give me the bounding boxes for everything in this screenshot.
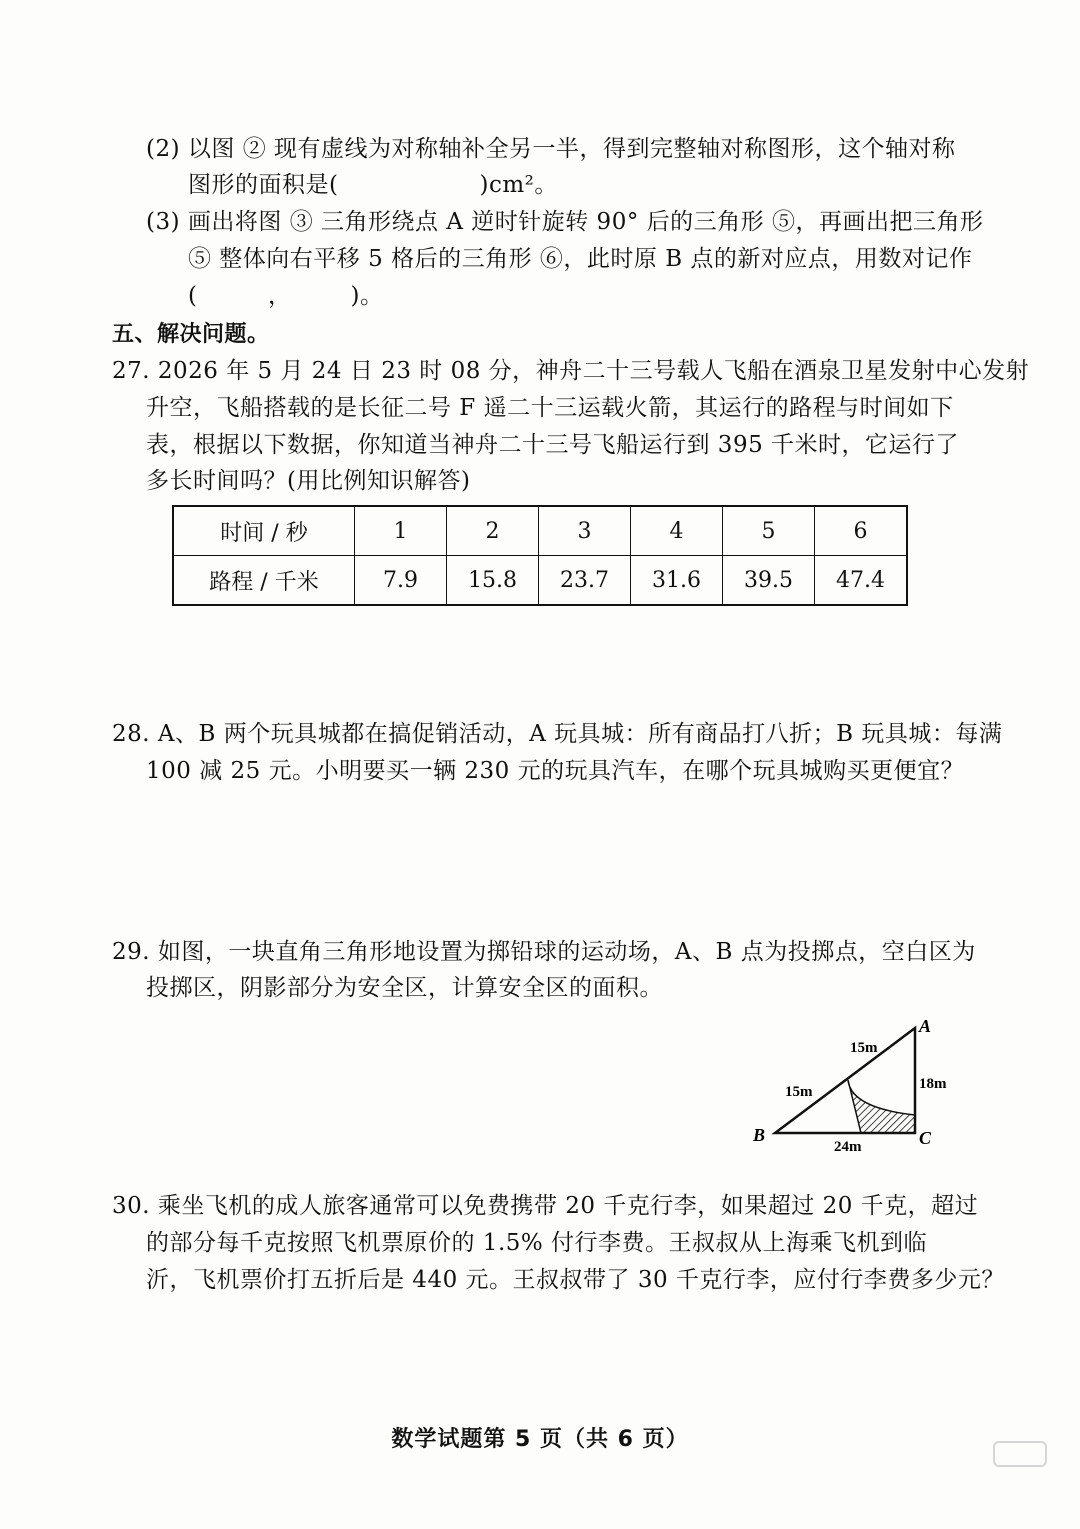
- time-distance-table: [172, 505, 908, 606]
- q26-part3-line3: ( ， )。: [188, 283, 384, 309]
- q28-line2: 100 减 25 元。小明要买一辆 230 元的玩具汽车，在哪个玩具城购买更便宜？: [146, 758, 965, 784]
- table-cell: 4: [631, 506, 723, 556]
- q29-line1: 29. 如图，一块直角三角形地设置为掷铅球的运动场，A、B 点为投掷点，空白区为: [112, 939, 976, 965]
- table-row: [173, 506, 907, 556]
- table-cell: 47.4: [815, 556, 908, 606]
- q26-part2-line2: 图形的面积是( )cm²。: [188, 172, 558, 198]
- q30-line3: 沂，飞机票价打五折后是 440 元。王叔叔带了 30 千克行李，应付行李费多少元？: [146, 1267, 1005, 1293]
- table-cell: 5: [723, 506, 815, 556]
- table-cell: 23.7: [539, 556, 631, 606]
- table-cell: 6: [815, 506, 908, 556]
- q27-line4: 多长时间吗？(用比例知识解答): [146, 468, 471, 494]
- q28-line1: 28. A、B 两个玩具城都在搞促销活动，A 玩具城：所有商品打八折；B 玩具城：每满: [112, 721, 1003, 747]
- table-cell: 3: [539, 506, 631, 556]
- table-cell: 39.5: [723, 556, 815, 606]
- table-header-time: 时间 / 秒: [173, 506, 355, 556]
- q26-part3-line2: ⑤ 整体向右平移 5 格后的三角形 ⑥，此时原 B 点的新对应点，用数对记作: [188, 246, 973, 272]
- table-cell: 2: [447, 506, 539, 556]
- q30-line1: 30. 乘坐飞机的成人旅客通常可以免费携带 20 千克行李，如果超过 20 千克，超过: [112, 1193, 979, 1219]
- table-cell: 1: [355, 506, 447, 556]
- table-cell: 15.8: [447, 556, 539, 606]
- q27-line2: 升空，飞船搭载的是长征二号 F 遥二十三运载火箭，其运行的路程与时间如下: [146, 395, 954, 421]
- q26-part3-line1: (3) 画出将图 ③ 三角形绕点 A 逆时针旋转 90° 后的三角形 ⑤，再画出把三角形: [146, 209, 984, 235]
- q26-part2-line1: (2) 以图 ② 现有虚线为对称轴补全另一半，得到完整轴对称图形，这个轴对称: [146, 136, 956, 162]
- triangle-figure: [745, 1010, 965, 1155]
- section-title: 五、解决问题。: [112, 322, 270, 347]
- label-b: B: [753, 1125, 766, 1145]
- q27-line3: 表，根据以下数据，你知道当神舟二十三号飞船运行到 395 千米时，它运行了: [146, 432, 960, 458]
- label-a: A: [919, 1016, 932, 1036]
- table-cell: 7.9: [355, 556, 447, 606]
- safety-zone: [848, 1080, 915, 1133]
- q29-line2: 投掷区，阴影部分为安全区，计算安全区的面积。: [146, 975, 663, 1001]
- q30-line2: 的部分每千克按照飞机票原价的 1.5% 付行李费。王叔叔从上海乘飞机到临: [146, 1230, 928, 1256]
- length-lower-hypotenuse: 15m: [785, 1084, 813, 1100]
- table-row: [173, 556, 907, 606]
- q27-line1: 27. 2026 年 5 月 24 日 23 时 08 分，神舟二十三号载人飞船在酒泉卫星发射中心发射: [112, 358, 1030, 384]
- table-header-distance: 路程 / 千米: [173, 556, 355, 606]
- watermark-logo: [993, 1441, 1047, 1467]
- page-footer: 数学试题第 5 页（共 6 页）: [391, 1427, 689, 1452]
- length-base: 24m: [834, 1139, 862, 1155]
- length-upper-hypotenuse: 15m: [850, 1040, 878, 1056]
- length-vertical: 18m: [919, 1076, 947, 1092]
- table-cell: 31.6: [631, 556, 723, 606]
- label-c: C: [919, 1128, 932, 1148]
